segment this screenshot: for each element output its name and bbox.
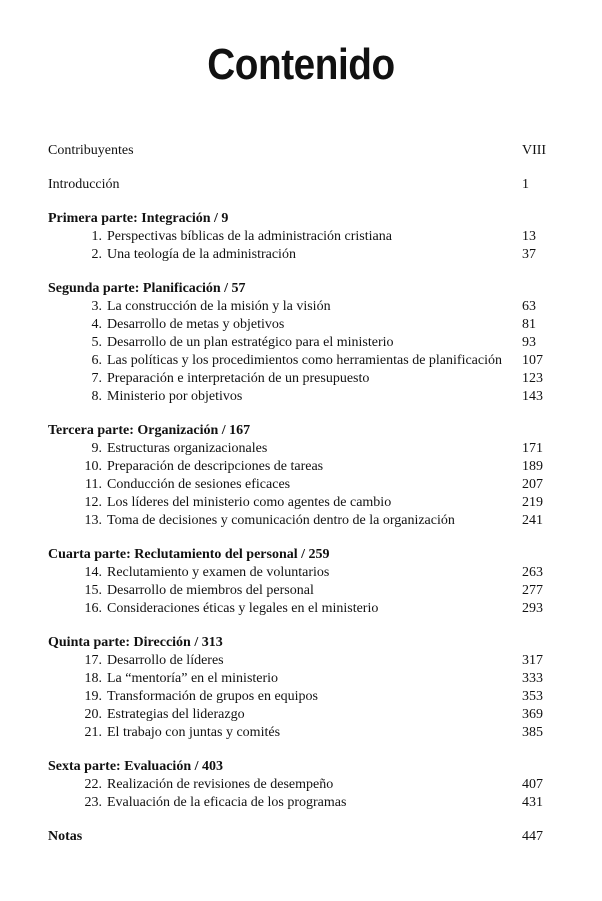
chapter-page: 385 bbox=[522, 725, 543, 740]
toc-chapter-label bbox=[48, 476, 522, 494]
chapter-number: 18. bbox=[84, 671, 102, 686]
toc-part-title: Primera parte: Integración / 9 bbox=[48, 211, 229, 226]
chapter-number: 20. bbox=[84, 707, 102, 722]
chapter-title: Realización de revisiones de desempeño bbox=[107, 777, 334, 792]
toc-chapter-label bbox=[48, 388, 522, 406]
chapter-page: 13 bbox=[522, 229, 536, 244]
toc-part-heading[interactable] bbox=[48, 210, 556, 228]
chapter-page: 333 bbox=[522, 671, 543, 686]
chapter-page: 107 bbox=[522, 353, 543, 368]
chapter-title: La construcción de la misión y la visión bbox=[107, 299, 331, 314]
toc-entry-title: Introducción bbox=[48, 177, 120, 192]
toc-notes-title: Notas bbox=[48, 829, 83, 844]
chapter-page: 317 bbox=[522, 653, 543, 668]
chapter-number: 19. bbox=[84, 689, 102, 704]
toc-chapter-label bbox=[48, 370, 522, 388]
toc-chapter-label bbox=[48, 334, 522, 352]
chapter-page: 171 bbox=[522, 441, 543, 456]
chapter-title: Una teología de la administración bbox=[107, 247, 296, 262]
chapter-title: Desarrollo de miembros del personal bbox=[107, 583, 314, 598]
toc-chapter[interactable] bbox=[48, 794, 556, 812]
chapter-page: 81 bbox=[522, 317, 536, 332]
chapter-number: 11. bbox=[85, 477, 102, 492]
toc-part-heading[interactable] bbox=[48, 634, 556, 652]
spacer bbox=[48, 406, 556, 422]
chapter-page: 431 bbox=[522, 795, 543, 810]
chapter-page: 293 bbox=[522, 601, 543, 616]
chapter-number: 15. bbox=[84, 583, 102, 598]
toc-chapter-label bbox=[48, 600, 522, 618]
chapter-page: 93 bbox=[522, 335, 536, 350]
toc-chapter[interactable] bbox=[48, 352, 556, 370]
toc-entry-page: 1 bbox=[522, 177, 529, 192]
spacer bbox=[48, 812, 556, 828]
toc-chapter-label bbox=[48, 316, 522, 334]
chapter-number: 10. bbox=[84, 459, 102, 474]
toc-part-title: Quinta parte: Dirección / 313 bbox=[48, 635, 223, 650]
toc-notes[interactable] bbox=[48, 828, 556, 846]
toc-chapter[interactable] bbox=[48, 706, 556, 724]
chapter-number: 9. bbox=[91, 441, 102, 456]
toc-chapter-label bbox=[48, 652, 522, 670]
toc-chapter-label bbox=[48, 776, 522, 794]
chapter-title: Desarrollo de líderes bbox=[107, 653, 224, 668]
chapter-title: Toma de decisiones y comunicación dentro de la organización bbox=[107, 513, 455, 528]
toc-chapter-label bbox=[48, 298, 522, 316]
toc-chapter-label bbox=[48, 688, 522, 706]
spacer bbox=[48, 618, 556, 634]
toc-chapter-label bbox=[48, 352, 522, 370]
toc-chapter-label bbox=[48, 494, 522, 512]
toc-part-heading[interactable] bbox=[48, 546, 556, 564]
toc-chapter-label bbox=[48, 440, 522, 458]
toc-chapter-label bbox=[48, 228, 522, 246]
toc-chapter[interactable] bbox=[48, 458, 556, 476]
chapter-number: 6. bbox=[91, 353, 102, 368]
table-of-contents bbox=[48, 142, 556, 846]
toc-chapter[interactable] bbox=[48, 440, 556, 458]
toc-part-title: Cuarta parte: Reclutamiento del personal / 259 bbox=[48, 547, 330, 562]
toc-part-title: Tercera parte: Organización / 167 bbox=[48, 423, 251, 438]
toc-chapter[interactable] bbox=[48, 582, 556, 600]
chapter-page: 353 bbox=[522, 689, 543, 704]
chapter-page: 277 bbox=[522, 583, 543, 598]
chapter-title: Estructuras organizacionales bbox=[107, 441, 268, 456]
toc-chapter[interactable] bbox=[48, 600, 556, 618]
chapter-title: Conducción de sesiones eficaces bbox=[107, 477, 291, 492]
chapter-title: Preparación de descripciones de tareas bbox=[107, 459, 324, 474]
chapter-page: 37 bbox=[522, 247, 536, 262]
toc-chapter[interactable] bbox=[48, 298, 556, 316]
toc-chapter[interactable] bbox=[48, 228, 556, 246]
chapter-title: El trabajo con juntas y comités bbox=[107, 725, 281, 740]
toc-entry[interactable] bbox=[48, 176, 556, 194]
toc-chapter[interactable] bbox=[48, 370, 556, 388]
toc-chapter-label bbox=[48, 564, 522, 582]
spacer bbox=[48, 530, 556, 546]
chapter-title: Desarrollo de metas y objetivos bbox=[107, 317, 285, 332]
toc-part-heading[interactable] bbox=[48, 280, 556, 298]
toc-chapter-label bbox=[48, 724, 522, 742]
toc-chapter[interactable] bbox=[48, 388, 556, 406]
toc-chapter[interactable] bbox=[48, 512, 556, 530]
chapter-page: 123 bbox=[522, 371, 543, 386]
chapter-page: 407 bbox=[522, 777, 543, 792]
toc-chapter-label bbox=[48, 670, 522, 688]
chapter-number: 13. bbox=[84, 513, 102, 528]
chapter-number: 3. bbox=[91, 299, 102, 314]
toc-chapter[interactable] bbox=[48, 652, 556, 670]
chapter-number: 17. bbox=[84, 653, 102, 668]
toc-chapter[interactable] bbox=[48, 476, 556, 494]
chapter-page: 63 bbox=[522, 299, 536, 314]
spacer bbox=[48, 742, 556, 758]
toc-chapter-label bbox=[48, 706, 522, 724]
toc-chapter-label bbox=[48, 246, 522, 264]
chapter-title: Preparación e interpretación de un presupuesto bbox=[107, 371, 370, 386]
toc-chapter[interactable] bbox=[48, 670, 556, 688]
chapter-number: 5. bbox=[91, 335, 102, 350]
chapter-title: Consideraciones éticas y legales en el ministerio bbox=[107, 601, 379, 616]
chapter-title: Evaluación de la eficacia de los programas bbox=[107, 795, 347, 810]
chapter-title: Ministerio por objetivos bbox=[107, 389, 243, 404]
toc-chapter[interactable] bbox=[48, 316, 556, 334]
chapter-title: Estrategias del liderazgo bbox=[107, 707, 245, 722]
chapter-page: 241 bbox=[522, 513, 543, 528]
toc-chapter[interactable] bbox=[48, 564, 556, 582]
toc-part-title: Segunda parte: Planificación / 57 bbox=[48, 281, 246, 296]
chapter-page: 369 bbox=[522, 707, 543, 722]
chapter-number: 16. bbox=[84, 601, 102, 616]
toc-entry-title: Contribuyentes bbox=[48, 143, 134, 158]
toc-chapter[interactable] bbox=[48, 334, 556, 352]
toc-chapter[interactable] bbox=[48, 688, 556, 706]
chapter-title: Transformación de grupos en equipos bbox=[107, 689, 319, 704]
chapter-title: Reclutamiento y examen de voluntarios bbox=[107, 565, 330, 580]
chapter-title: Desarrollo de un plan estratégico para el ministerio bbox=[107, 335, 394, 350]
chapter-number: 14. bbox=[84, 565, 102, 580]
chapter-number: 1. bbox=[91, 229, 102, 244]
toc-chapter-label bbox=[48, 582, 522, 600]
toc-part-heading[interactable] bbox=[48, 422, 556, 440]
chapter-number: 4. bbox=[91, 317, 102, 332]
toc-chapter-label bbox=[48, 794, 522, 812]
toc-part-title: Sexta parte: Evaluación / 403 bbox=[48, 759, 223, 774]
page-title: Contenido bbox=[207, 40, 395, 89]
toc-chapter[interactable] bbox=[48, 724, 556, 742]
spacer bbox=[48, 160, 556, 176]
chapter-title: Los líderes del ministerio como agentes de cambio bbox=[107, 495, 392, 510]
chapter-title: La “mentoría” en el ministerio bbox=[107, 671, 279, 686]
toc-entry-page: VIII bbox=[522, 143, 547, 158]
chapter-title: Perspectivas bíblicas de la administración cristiana bbox=[107, 229, 392, 244]
chapter-number: 12. bbox=[84, 495, 102, 510]
chapter-page: 189 bbox=[522, 459, 543, 474]
chapter-page: 143 bbox=[522, 389, 543, 404]
toc-chapter[interactable] bbox=[48, 246, 556, 264]
toc-chapter[interactable] bbox=[48, 494, 556, 512]
chapter-number: 2. bbox=[91, 247, 102, 262]
chapter-number: 23. bbox=[84, 795, 102, 810]
chapter-number: 21. bbox=[84, 725, 102, 740]
chapter-page: 263 bbox=[522, 565, 543, 580]
toc-entry[interactable] bbox=[48, 142, 556, 160]
chapter-page: 207 bbox=[522, 477, 543, 492]
spacer bbox=[48, 264, 556, 280]
toc-part-heading[interactable] bbox=[48, 758, 556, 776]
toc-chapter-label bbox=[48, 458, 522, 476]
toc-notes-page: 447 bbox=[522, 829, 543, 844]
chapter-title: Las políticas y los procedimientos como herramientas de planificación bbox=[107, 353, 502, 368]
spacer bbox=[48, 194, 556, 210]
chapter-number: 22. bbox=[84, 777, 102, 792]
chapter-number: 7. bbox=[91, 371, 102, 386]
chapter-number: 8. bbox=[91, 389, 102, 404]
toc-chapter[interactable] bbox=[48, 776, 556, 794]
toc-chapter-label bbox=[48, 512, 522, 530]
chapter-page: 219 bbox=[522, 495, 543, 510]
